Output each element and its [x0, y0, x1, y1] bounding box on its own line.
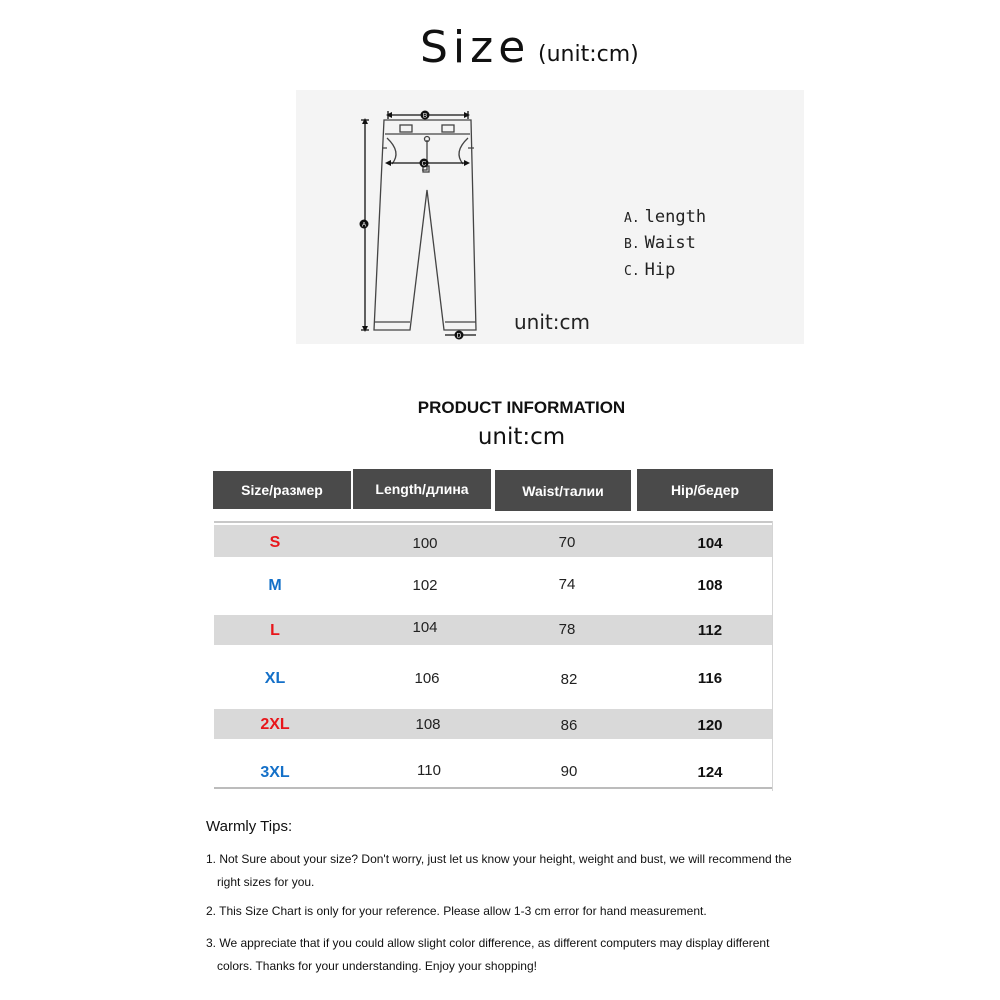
legend-label: Waist — [644, 233, 696, 253]
marker-b: B — [422, 112, 428, 120]
cell-waist: 82 — [560, 671, 578, 688]
legend-letter: C. — [624, 264, 640, 279]
header-size: Size/размер — [213, 471, 351, 509]
legend-letter: B. — [624, 237, 640, 252]
legend-waist — [624, 233, 696, 253]
cell-hip: 120 — [697, 717, 723, 734]
diagram-panel — [296, 90, 804, 344]
cell-waist: 90 — [560, 763, 578, 780]
marker-a: A — [361, 221, 367, 229]
cell-hip: 104 — [697, 535, 723, 552]
cell-size: 3XL — [260, 764, 290, 781]
header-length: Length/длина — [353, 469, 491, 509]
pants-outline — [374, 120, 476, 330]
legend-label: length — [644, 207, 707, 227]
legend-hip — [624, 260, 675, 280]
diagram-unit: unit:cm — [514, 310, 590, 334]
cell-waist: 74 — [558, 576, 576, 593]
product-heading: PRODUCT INFORMATION — [417, 398, 626, 417]
cell-hip: 108 — [697, 577, 723, 594]
cell-length: 102 — [412, 577, 438, 594]
cell-length: 106 — [414, 670, 440, 687]
cell-waist: 70 — [558, 534, 576, 551]
tips-title: Warmly Tips: — [206, 818, 293, 835]
tip-item: 3. We appreciate that if you could allow slight color difference, as different computers may display different colors. Thanks for your understanding. Enjoy your shopping! — [206, 936, 770, 973]
cell-length: 100 — [412, 535, 438, 552]
tip-item: 1. Not Sure about your size? Don't worry, just let us know your height, weight and bust, we will recommend the right sizes for you. — [206, 852, 792, 889]
cell-length: 110 — [417, 762, 441, 779]
header-waist: Waist/талии — [495, 470, 631, 511]
cell-waist: 78 — [558, 621, 576, 638]
cell-hip: 116 — [697, 670, 723, 687]
marker-d: D — [456, 332, 462, 340]
cell-size: M — [268, 577, 282, 594]
header-hip: Hip/бедер — [637, 469, 773, 511]
cell-size: L — [270, 622, 280, 639]
marker-c: C — [421, 160, 427, 168]
cell-hip: 124 — [697, 764, 723, 781]
cell-length: 108 — [415, 716, 441, 733]
legend-label: Hip — [644, 260, 676, 280]
product-unit: unit:cm — [477, 424, 566, 450]
page-unit: (unit:cm) — [538, 42, 639, 67]
cell-length: 104 — [412, 619, 438, 636]
legend-letter: A. — [624, 211, 640, 226]
cell-waist: 86 — [560, 717, 578, 734]
cell-size: XL — [264, 670, 286, 687]
tip-item: 2. This Size Chart is only for your reference. Please allow 1-3 cm error for hand measurement. — [206, 904, 707, 918]
page-title: Size — [420, 22, 531, 73]
legend-length — [624, 207, 706, 227]
pants-diagram — [296, 90, 804, 344]
cell-size: 2XL — [260, 716, 290, 733]
cell-size: S — [269, 534, 281, 551]
cell-hip: 112 — [697, 622, 723, 639]
